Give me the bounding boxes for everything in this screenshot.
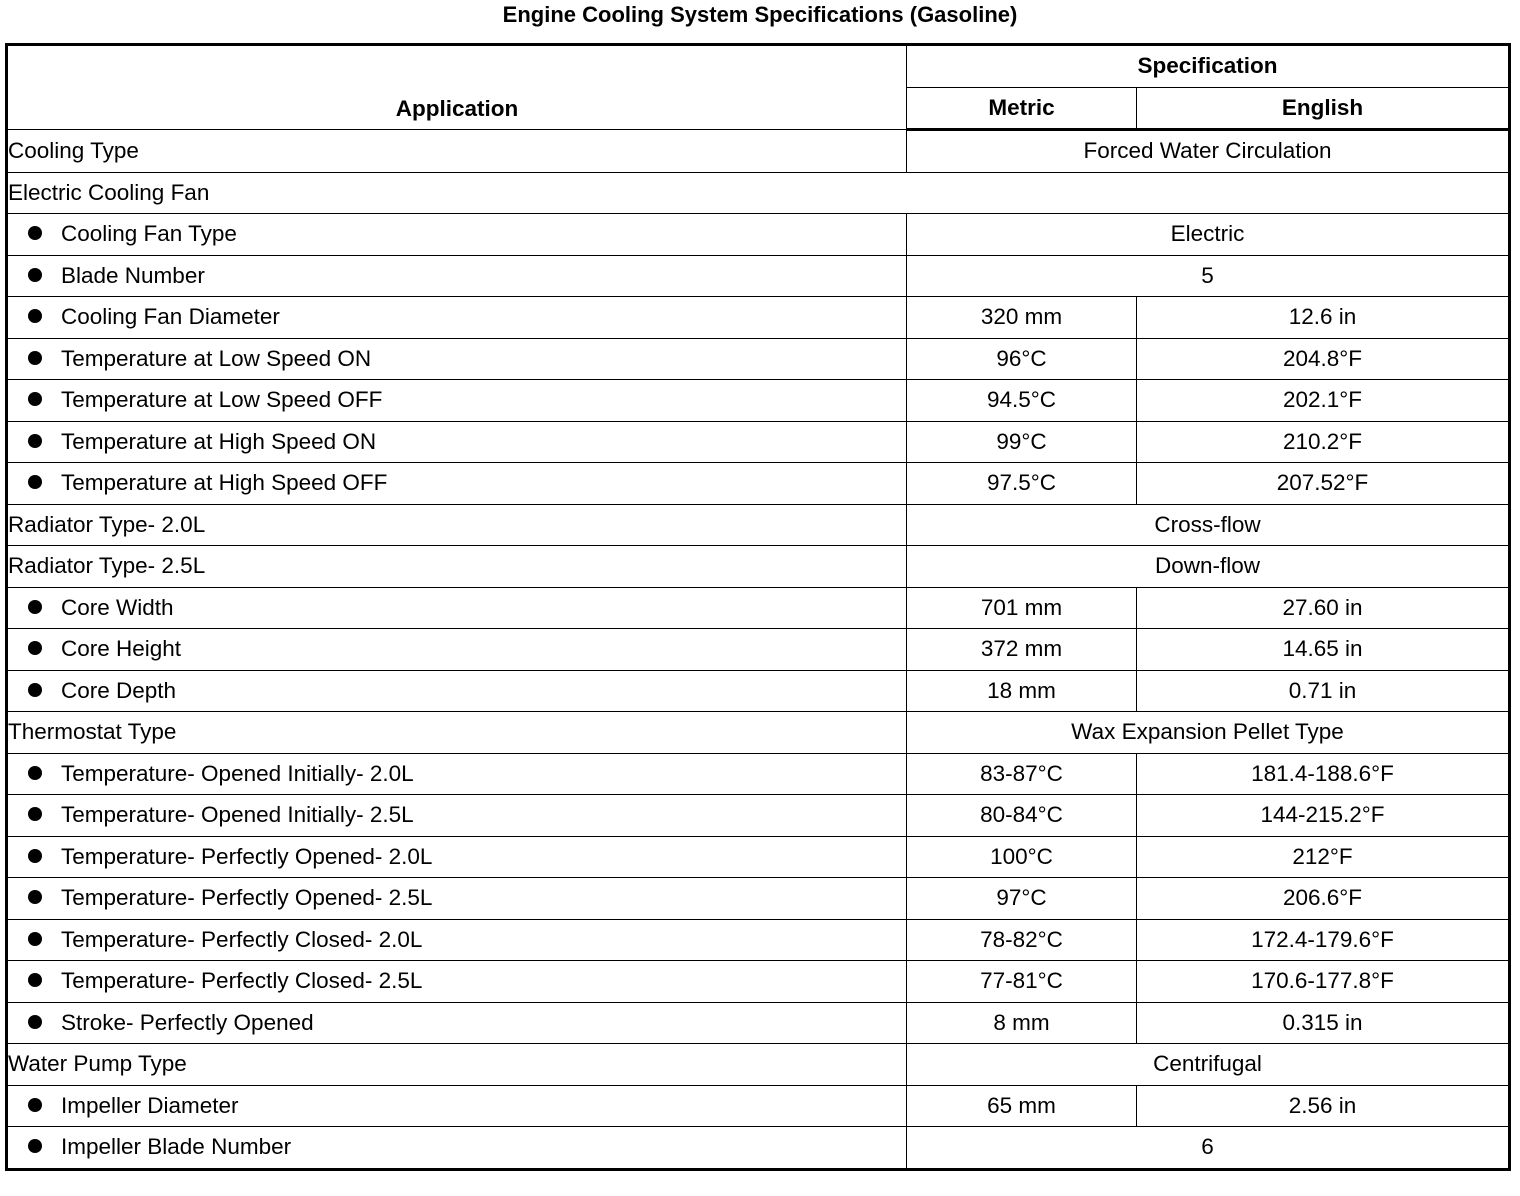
english-value: 144-215.2°F [1137,795,1510,837]
bullet-icon [28,226,42,240]
application-cell [7,961,907,1003]
application-label: Core Width [61,594,174,620]
application-label: Core Height [61,636,182,662]
table-row [7,338,1510,380]
english-value: 172.4-179.6°F [1137,919,1510,961]
application-label: Water Pump Type [8,1051,187,1077]
table-row [7,629,1510,671]
english-value: 12.6 in [1137,297,1510,339]
table-row [7,380,1510,422]
application-label: Thermostat Type [8,719,177,745]
specification-value: Centrifugal [907,1044,1510,1086]
application-cell [7,878,907,920]
table-row [7,172,1510,214]
table-row [7,1085,1510,1127]
metric-value: 77-81°C [907,961,1137,1003]
bullet-icon [28,1098,42,1112]
application-label: Core Depth [61,677,177,703]
bullet-icon [28,434,42,448]
table-row [7,919,1510,961]
english-value: 0.71 in [1137,670,1510,712]
table-row [7,795,1510,837]
bullet-icon [28,683,42,697]
application-label: Blade Number [61,262,205,288]
page-title: Engine Cooling System Specifications (Gasoline) [502,2,1018,27]
application-label: Electric Cooling Fan [8,179,210,205]
application-label: Cooling Fan Type [61,221,237,247]
specification-value: 6 [907,1127,1510,1170]
bullet-icon [28,890,42,904]
english-value: 204.8°F [1137,338,1510,380]
bullet-icon [28,849,42,863]
application-label: Stroke- Perfectly Opened [61,1009,314,1035]
english-value: 181.4-188.6°F [1137,753,1510,795]
english-value: 212°F [1137,836,1510,878]
application-cell [7,712,907,754]
metric-value: 320 mm [907,297,1137,339]
bullet-icon [28,475,42,489]
specification-value: Wax Expansion Pellet Type [907,712,1510,754]
metric-value: 96°C [907,338,1137,380]
table-row [7,712,1510,754]
table-row [7,587,1510,629]
english-header: English [1137,87,1510,130]
application-cell [7,421,907,463]
bullet-icon [28,351,42,365]
application-cell [7,546,907,588]
application-label: Radiator Type- 2.5L [8,553,206,579]
bullet-icon [28,641,42,655]
application-label: Radiator Type- 2.0L [8,511,206,537]
bullet-icon [28,932,42,946]
application-cell [7,670,907,712]
bullet-icon [28,973,42,987]
table-row [7,130,1510,173]
application-cell [7,1002,907,1044]
table-row [7,463,1510,505]
metric-value: 94.5°C [907,380,1137,422]
table-row [7,753,1510,795]
table-row [7,1002,1510,1044]
metric-value: 97.5°C [907,463,1137,505]
application-label: Temperature at Low Speed OFF [61,387,383,413]
table-row [7,1127,1510,1170]
table-row [7,878,1510,920]
application-cell [7,1127,907,1170]
header-row-top [7,45,1510,88]
application-label: Temperature at High Speed ON [61,428,377,454]
english-value: 0.315 in [1137,1002,1510,1044]
metric-value: 97°C [907,878,1137,920]
bullet-icon [28,1139,42,1153]
table-row [7,297,1510,339]
application-cell [7,130,907,173]
english-value: 170.6-177.8°F [1137,961,1510,1003]
metric-value: 83-87°C [907,753,1137,795]
spec-table-body [7,130,1510,1170]
application-cell [7,297,907,339]
english-value: 207.52°F [1137,463,1510,505]
application-cell [7,504,907,546]
application-label: Temperature- Perfectly Closed- 2.0L [61,926,423,952]
application-cell [7,338,907,380]
table-row [7,546,1510,588]
bullet-icon [28,600,42,614]
application-label: Impeller Diameter [61,1092,239,1118]
application-cell [7,795,907,837]
specification-header: Specification [907,45,1510,88]
bullet-icon [28,268,42,282]
bullet-icon [28,807,42,821]
application-header: Application [7,45,907,130]
application-cell [7,380,907,422]
application-cell [7,919,907,961]
english-value: 206.6°F [1137,878,1510,920]
spec-table [5,43,1511,1171]
english-value: 2.56 in [1137,1085,1510,1127]
metric-value: 372 mm [907,629,1137,671]
application-cell [7,629,907,671]
application-label: Temperature- Perfectly Closed- 2.5L [61,968,423,994]
table-row [7,421,1510,463]
english-value: 14.65 in [1137,629,1510,671]
metric-value: 80-84°C [907,795,1137,837]
table-row [7,504,1510,546]
application-label: Temperature at Low Speed ON [61,345,372,371]
application-label: Cooling Fan Diameter [61,304,280,330]
application-label: Temperature- Opened Initially- 2.0L [61,760,414,786]
application-label: Temperature- Perfectly Opened- 2.5L [61,885,433,911]
table-row [7,961,1510,1003]
table-row [7,214,1510,256]
application-cell [7,836,907,878]
application-cell [7,255,907,297]
metric-value: 65 mm [907,1085,1137,1127]
specification-value: Electric [907,214,1510,256]
specification-value: 5 [907,255,1510,297]
application-label: Temperature at High Speed OFF [61,470,388,496]
bullet-icon [28,392,42,406]
application-label: Temperature- Perfectly Opened- 2.0L [61,843,433,869]
application-cell [7,1085,907,1127]
application-label: Impeller Blade Number [61,1134,292,1160]
specification-value: Forced Water Circulation [907,130,1510,173]
bullet-icon [28,766,42,780]
table-row [7,670,1510,712]
table-row [7,836,1510,878]
application-cell [7,172,1510,214]
application-label: Temperature- Opened Initially- 2.5L [61,802,414,828]
application-cell [7,463,907,505]
bullet-icon [28,309,42,323]
english-value: 210.2°F [1137,421,1510,463]
table-row [7,1044,1510,1086]
metric-value: 100°C [907,836,1137,878]
metric-header: Metric [907,87,1137,130]
application-label: Cooling Type [8,137,139,163]
metric-value: 8 mm [907,1002,1137,1044]
english-value: 202.1°F [1137,380,1510,422]
table-row [7,255,1510,297]
application-cell [7,1044,907,1086]
bullet-icon [28,1015,42,1029]
application-cell [7,753,907,795]
metric-value: 99°C [907,421,1137,463]
specification-value: Down-flow [907,546,1510,588]
metric-value: 78-82°C [907,919,1137,961]
metric-value: 18 mm [907,670,1137,712]
metric-value: 701 mm [907,587,1137,629]
specification-value: Cross-flow [907,504,1510,546]
application-cell [7,587,907,629]
application-cell [7,214,907,256]
english-value: 27.60 in [1137,587,1510,629]
